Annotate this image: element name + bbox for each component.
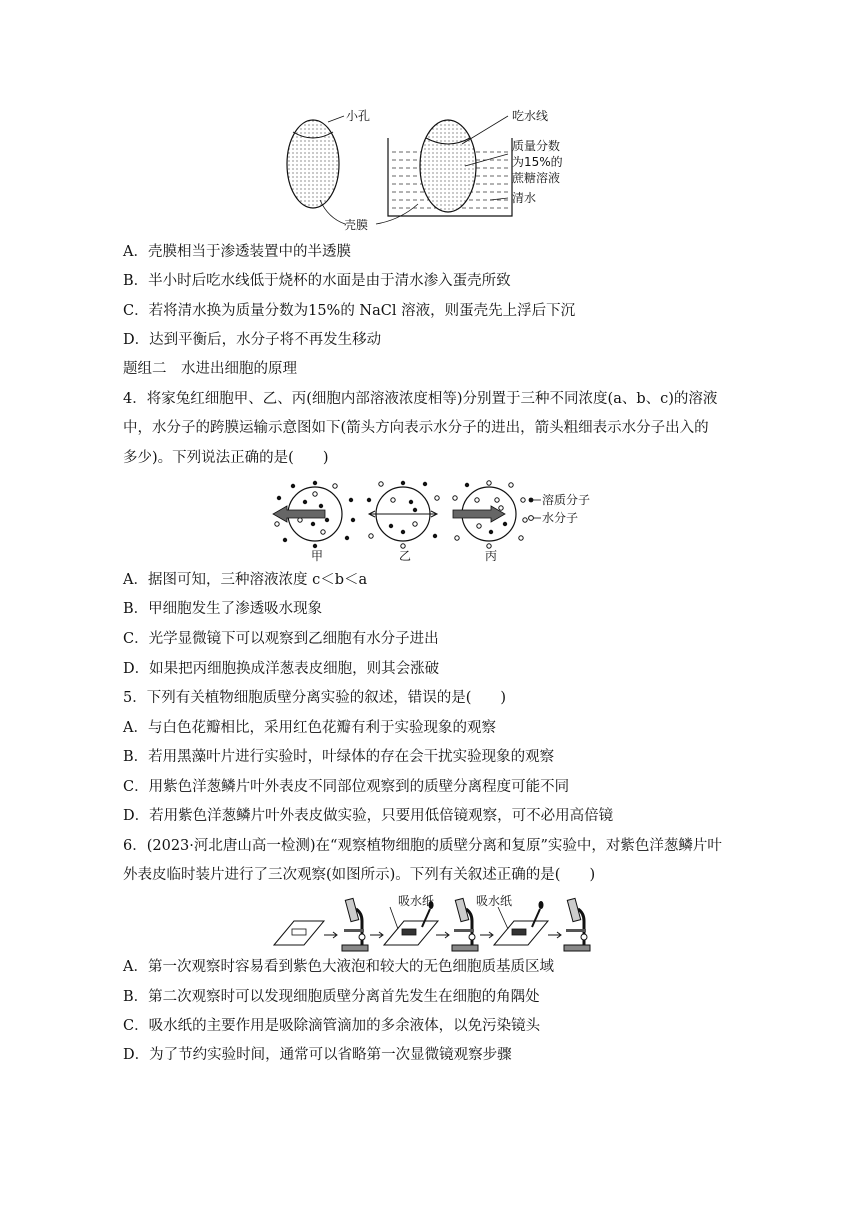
arrow-3-icon xyxy=(436,932,449,938)
q4-stem-line1: 4．将家兔红细胞甲、乙、丙(细胞内部溶液浓度相等)分别置于三种不同浓度(a、b、c)的溶液 xyxy=(123,391,718,407)
q4-option-a: A．据图可知，三种溶液浓度 c＜b＜a xyxy=(123,572,368,588)
microscope-2-icon xyxy=(452,898,478,951)
cell-c-label: 丙 xyxy=(485,549,498,562)
legend-water: 水分子 xyxy=(542,511,579,525)
red-cells-figure xyxy=(265,480,595,562)
q5-option-b: B．若用黑藻叶片进行实验时，叶绿体的存在会干扰实验现象的观察 xyxy=(123,749,555,765)
q6-stem-line2: 外表皮临时装片进行了三次观察(如图所示)。下列有关叙述正确的是( ) xyxy=(123,867,596,883)
arrow-1-icon xyxy=(324,932,337,938)
group2-title: 题组二 水进出细胞的原理 xyxy=(123,361,297,377)
q6-option-c: C．吸水纸的主要作用是吸除滴管滴加的多余液体，以免污染镜头 xyxy=(123,1018,541,1034)
arrow-4-icon xyxy=(480,932,493,938)
microscope-3-icon xyxy=(564,898,590,951)
solution-label-3: 蔗糖溶液 xyxy=(512,171,561,185)
eggshell-osmosis-figure xyxy=(280,108,590,234)
q5-option-d: D．若用紫色洋葱鳞片叶外表皮做实验，只要用低倍镜观察，可不必用高倍镜 xyxy=(123,808,614,824)
q4-option-c: C．光学显微镜下可以观察到乙细胞有水分子进出 xyxy=(123,631,439,647)
arrow-5-icon xyxy=(548,932,561,938)
solution-label-2: 为15%的 xyxy=(512,155,563,169)
cell-b-label: 乙 xyxy=(399,549,412,562)
q4-stem-line2: 中，水分子的跨膜运输示意图如下(箭头方向表示水分子的进出，箭头粗细表示水分子出入的 xyxy=(123,420,709,436)
water-label: 清水 xyxy=(512,191,537,205)
legend-solute: 溶质分子 xyxy=(542,493,591,507)
cell-c xyxy=(453,481,527,548)
arrow-2-icon xyxy=(370,932,383,938)
blotting-paper-label-2: 吸水纸 xyxy=(476,894,513,908)
microscope-procedure-figure xyxy=(272,893,597,955)
q6-option-b: B．第二次观察时可以发现细胞质壁分离首先发生在细胞的角隅处 xyxy=(123,989,540,1005)
shell-membrane-label: 壳膜 xyxy=(344,218,369,232)
q5-stem: 5．下列有关植物细胞质壁分离实验的叙述，错误的是( ) xyxy=(123,690,507,706)
q6-option-a: A．第一次观察时容易看到紫色大液泡和较大的无色细胞质基质区域 xyxy=(123,959,554,975)
q6-stem-line1: 6．(2023·河北唐山高一检测)在“观察植物细胞的质壁分离和复原”实验中，对紫色洋葱鳞片叶 xyxy=(123,838,722,854)
solution-label-1: 质量分数 xyxy=(512,139,561,153)
q3-option-a: A．壳膜相当于渗透装置中的半透膜 xyxy=(123,244,351,260)
q5-option-c: C．用紫色洋葱鳞片叶外表皮不同部位观察到的质壁分离程度可能不同 xyxy=(123,779,570,795)
cell-a-label: 甲 xyxy=(311,549,324,562)
q5-option-a: A．与白色花瓣相比，采用红色花瓣有利于实验现象的观察 xyxy=(123,720,496,736)
blotting-paper-label-1: 吸水纸 xyxy=(398,894,435,908)
slide-icon xyxy=(274,921,324,945)
beaker xyxy=(388,120,512,216)
eggshell-left xyxy=(287,120,339,208)
cell-a xyxy=(273,481,355,548)
cell-b xyxy=(367,481,439,548)
microscope-1-icon xyxy=(342,898,368,951)
q4-option-b: B．甲细胞发生了渗透吸水现象 xyxy=(123,601,323,617)
hole-label: 小孔 xyxy=(346,109,371,123)
q6-option-d: D．为了节约实验时间，通常可以省略第一次显微镜观察步骤 xyxy=(123,1047,512,1063)
q4-option-d: D．如果把丙细胞换成洋葱表皮细胞，则其会涨破 xyxy=(123,661,440,677)
waterline-label: 吃水线 xyxy=(512,109,549,123)
q3-option-c: C．若将清水换为质量分数为15%的 NaCl 溶液，则蛋壳先上浮后下沉 xyxy=(123,303,576,319)
legend xyxy=(529,492,590,525)
q3-option-b: B．半小时后吃水线低于烧杯的水面是由于清水渗入蛋壳所致 xyxy=(123,273,511,289)
q3-option-d: D．达到平衡后，水分子将不再发生移动 xyxy=(123,332,382,348)
q4-stem-line3: 多少)。下列说法正确的是( ) xyxy=(123,450,329,466)
